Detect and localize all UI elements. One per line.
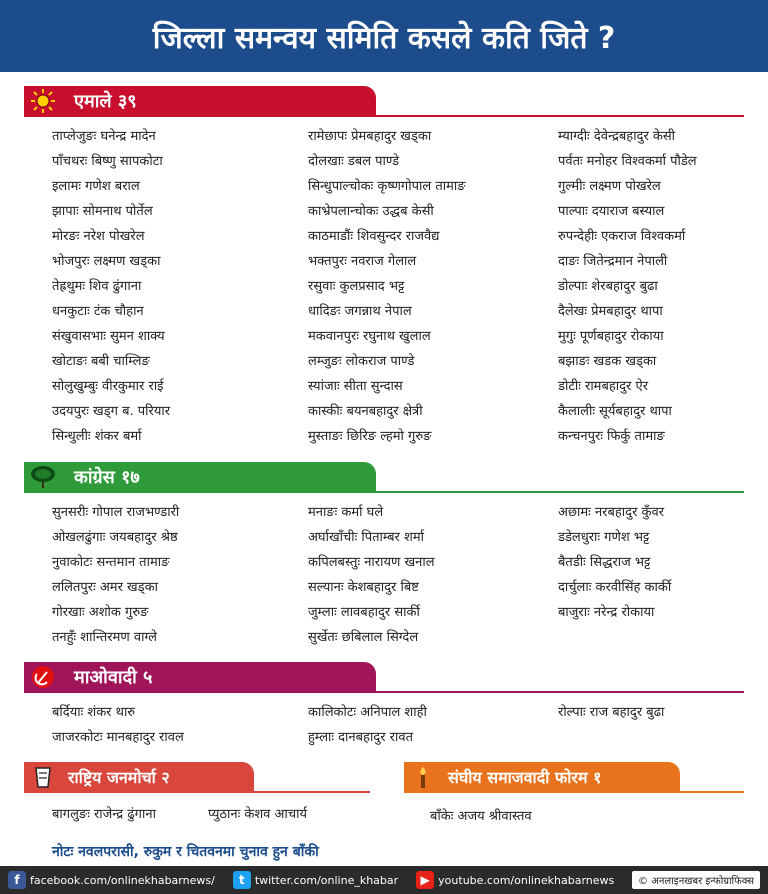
winner-entry: सुर्खेतः छबिलाल सिग्देल — [308, 630, 419, 645]
facebook-text: facebook.com/onlinekhabarnews/ — [30, 873, 215, 887]
winner-entry: कैलालीः सूर्यबहादुर थापा — [558, 404, 672, 419]
winner-entry: डोटीः रामबहादुर ऐर — [558, 379, 649, 394]
winner-entry: प्युठानः केशव आचार्य — [208, 807, 307, 822]
torch-icon — [410, 765, 436, 789]
winner-entry: कालिकोटः अनिपाल शाही — [308, 705, 427, 720]
winner-entry: जुम्लाः लावबहादुर सार्की — [308, 605, 420, 620]
page-title: जिल्ला समन्वय समिति कसले कति जिते ? — [0, 0, 768, 72]
winner-entry: मुगुः पूर्णबहादुर रोकाया — [558, 329, 664, 344]
winner-entry: उदयपुरः खड्ग ब. परियार — [52, 404, 171, 419]
winner-entry: रोल्पाः राज बहादुर बुढा — [558, 705, 665, 720]
winner-entry: बझाङः खडक खड्का — [558, 354, 657, 369]
winner-entry: सिन्धुपाल्चोकः कृष्णगोपाल तामाङ — [308, 179, 466, 194]
uml-header — [24, 86, 376, 116]
credit-text: © अनलाइनखबर इन्फोग्राफिक्स — [632, 871, 760, 889]
winner-entry: रुपन्देहीः एकराज विश्वकर्मा — [558, 229, 686, 244]
twitter-icon: t — [233, 871, 251, 889]
note-text: नोटः नवलपरासी, रुकुम र चितवनमा चुनाव हुन बाँकी — [52, 844, 319, 860]
youtube-text: youtube.com/onlinekhabarnews — [438, 873, 615, 887]
winner-entry: मुस्ताङः छिरिङ ल्हमो गुरुङ — [308, 429, 432, 444]
maoist-header — [24, 662, 376, 692]
winner-entry: धनकुटाः टंक चौहान — [52, 304, 144, 319]
winner-entry: दोलखाः डबल पाण्डे — [308, 154, 400, 169]
winner-entry: तनहुँः शान्तिरमण वाग्ले — [52, 630, 157, 645]
winner-entry: धादिङः जगन्नाथ नेपाल — [308, 304, 412, 319]
winner-entry: डोल्पाः शेरबहादुर बुढा — [558, 279, 658, 294]
winner-entry: पर्वतः मनोहर विश्वकर्मा पौडेल — [558, 154, 697, 169]
winner-entry: भक्तपुरः नवराज गेलाल — [308, 254, 417, 269]
rjm-label: राष्ट्रिय जनमोर्चा २ — [68, 768, 170, 787]
winner-entry: कास्कीः बयनबहादुर क्षेत्री — [308, 404, 423, 419]
youtube-link[interactable] — [416, 871, 614, 889]
uml-label: एमाले ३९ — [24, 86, 376, 116]
winner-entry: ललितपुरः अमर खड्का — [52, 580, 158, 595]
winner-entry: लम्जुङः लोकराज पाण्डे — [308, 354, 415, 369]
winner-entry: इलामः गणेश बराल — [52, 179, 140, 194]
congress-label: कांग्रेस १७ — [24, 462, 376, 492]
winner-entry: ओखलढुंगाः जयबहादुर श्रेष्ठ — [52, 530, 178, 545]
winner-entry: काठमाडौंः शिवसुन्दर राजवैद्य — [308, 229, 440, 244]
twitter-link[interactable] — [233, 871, 398, 889]
winner-entry: डडेलधुराः गणेश भट्ट — [558, 530, 650, 545]
winner-entry: अर्घाखाँचीः पिताम्बर शर्मा — [308, 530, 424, 545]
fsfn-label: संघीय समाजवादी फोरम १ — [448, 768, 602, 787]
winner-entry: दार्चुलाः करवीसिंह कार्की — [558, 580, 672, 595]
winner-entry: दैलेखः प्रेमबहादुर थापा — [558, 304, 663, 319]
maoist-label: माओवादी ५ — [24, 662, 376, 692]
winner-entry: नुवाकोटः सन्तमान तामाङ — [52, 555, 170, 570]
winner-entry: मनाङः कर्मा घले — [308, 505, 384, 520]
footer — [0, 866, 768, 894]
winner-entry: म्याग्दीः देवेन्द्रबहादुर केसी — [558, 129, 676, 144]
winner-entry: अछामः नरबहादुर कुँवर — [558, 505, 665, 520]
winner-entry: रामेछापः प्रेमबहादुर खड्का — [308, 129, 432, 144]
winner-entry: बाँकेः अजय श्रीवास्तव — [430, 809, 532, 824]
facebook-icon: f — [8, 871, 26, 889]
cup-icon — [30, 765, 56, 789]
winner-entry: कन्चनपुरः फिर्कु तामाङ — [558, 429, 665, 444]
winner-entry: बर्दियाः शंकर थारु — [52, 705, 136, 720]
winner-entry: हुम्लाः दानबहादुर रावत — [308, 730, 413, 745]
winner-entry: झापाः सोमनाथ पोर्तेल — [52, 204, 153, 219]
winner-entry: काभ्रेपलान्चोकः उद्धब केसी — [308, 204, 434, 219]
winner-entry: गुल्मीः लक्ष्मण पोखरेल — [558, 179, 661, 194]
congress-header — [24, 462, 376, 492]
winner-entry: तेह्रथुमः शिव ढुंगाना — [52, 279, 142, 294]
twitter-text: twitter.com/online_khabar — [254, 873, 399, 887]
winner-entry: सुनसरीः गोपाल राजभण्डारी — [52, 505, 180, 520]
winner-entry: जाजरकोटः मानबहादुर रावल — [52, 730, 184, 745]
youtube-icon: ▶ — [416, 871, 434, 889]
winner-entry: बाजुराः नरेन्द्र रोकाया — [558, 605, 655, 620]
winner-entry: बागलुङः राजेन्द्र ढुंगाना — [52, 807, 156, 822]
winner-entry: सोलुखुम्बुः वीरकुमार राई — [52, 379, 164, 394]
winner-entry: दाङः जितेन्द्रमान नेपाली — [558, 254, 668, 269]
winner-entry: सल्यानः केशबहादुर बिष्ट — [308, 580, 419, 595]
winner-entry: पाँचथरः बिष्णु सापकोटा — [52, 154, 163, 169]
winner-entry: कपिलबस्तुः नारायण खनाल — [308, 555, 435, 570]
sun-icon — [30, 89, 56, 113]
winner-entry: स्यांजाः सीता सुन्दास — [308, 379, 403, 394]
winner-entry: रसुवाः कुलप्रसाद भट्ट — [308, 279, 405, 294]
winner-entry: सिन्धुलीः शंकर बर्मा — [52, 429, 142, 444]
tree-icon — [30, 465, 56, 489]
winner-entry: मोरङः नरेश पोखरेल — [52, 229, 145, 244]
winner-entry: गोरखाः अशोक गुरुङ — [52, 605, 149, 620]
fsfn-header — [404, 762, 680, 792]
winner-entry: खोटाङः बबी चाम्लिङ — [52, 354, 150, 369]
winner-entry: पाल्पाः दयाराज बस्याल — [558, 204, 665, 219]
winner-entry: बैतडीः सिद्धराज भट्ट — [558, 555, 651, 570]
winner-entry: मकवानपुरः रघुनाथ खुलाल — [308, 329, 431, 344]
winner-entry: संखुवासभाः सुमन शाक्य — [52, 329, 165, 344]
hammer-sickle-icon — [30, 665, 56, 689]
rjm-header — [24, 762, 254, 792]
facebook-link[interactable] — [8, 871, 215, 889]
winner-entry: ताप्लेजुङः घनेन्द्र मादेन — [52, 129, 156, 144]
winner-entry: भोजपुरः लक्ष्मण खड्का — [52, 254, 161, 269]
